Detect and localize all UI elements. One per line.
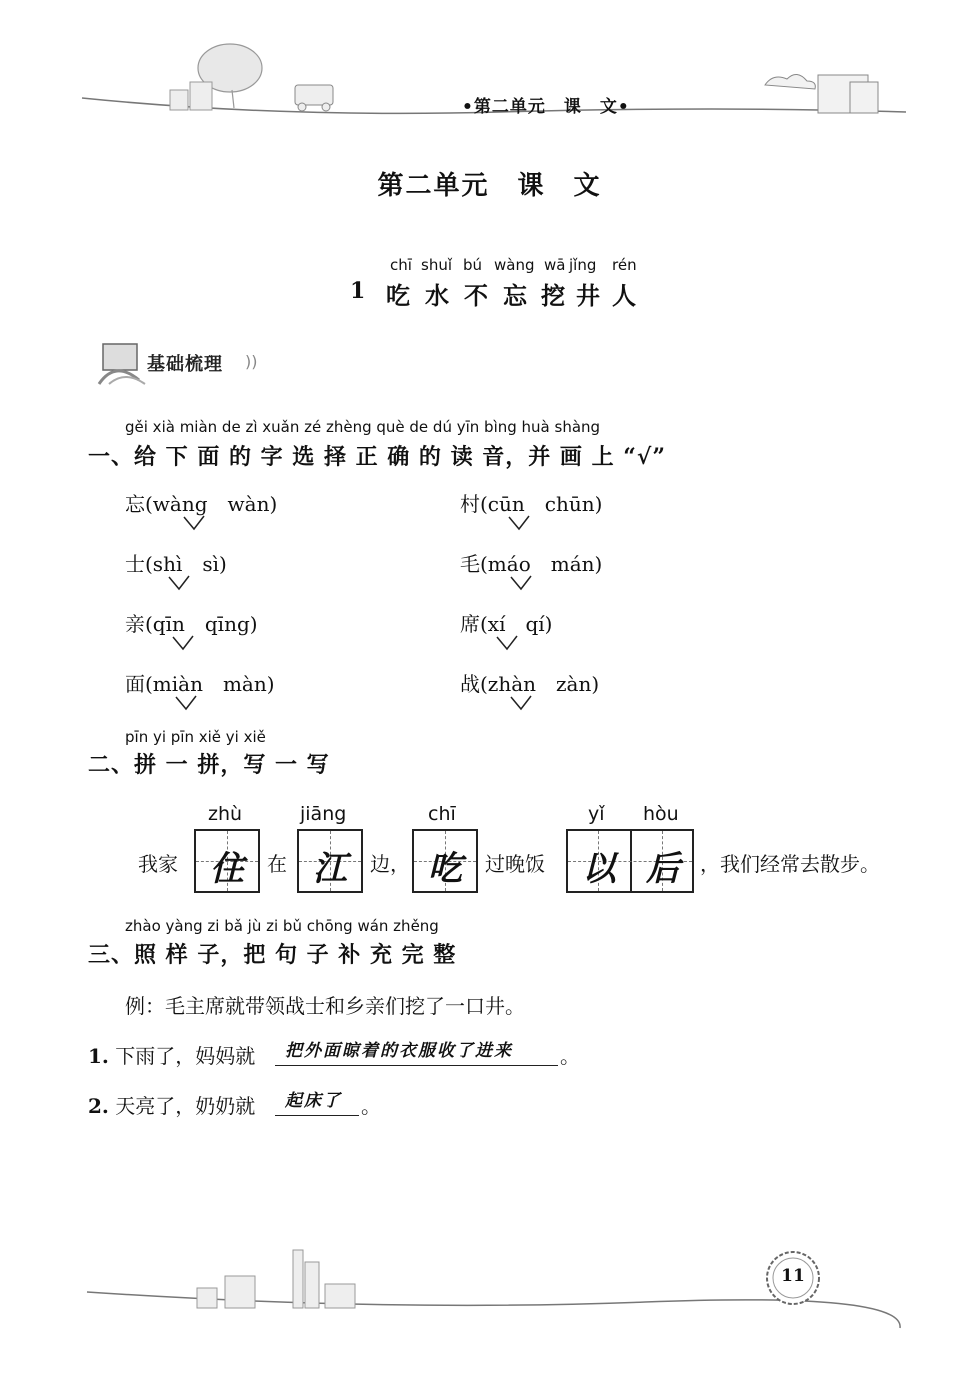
check-mark-icon	[172, 635, 194, 651]
item-cun: 村(cūn chūn)	[460, 492, 603, 516]
item-qin: 亲(qīn qīng)	[125, 612, 258, 636]
lesson-pinyin-3: wàng	[494, 256, 535, 274]
item-wang: 忘(wàng wàn)	[125, 492, 278, 516]
item-shi: 士(shì sì)	[125, 552, 227, 576]
question-text: 天亮了，奶奶就	[115, 1094, 256, 1118]
lesson-pinyin-5: jǐng	[569, 256, 597, 274]
banner-label: 基础梳理	[147, 354, 223, 375]
section-banner	[95, 340, 275, 388]
lesson-char-1: 水	[425, 281, 449, 310]
check-mark-icon	[510, 575, 532, 591]
banner-arcs-icon: ))	[245, 352, 258, 371]
answer-line-2	[275, 1088, 359, 1116]
answer-char: 后	[646, 849, 680, 889]
question-1-end: 。	[560, 1044, 580, 1068]
section3-title: 三、照 样 子，把 句 子 补 充 完 整	[88, 942, 457, 968]
question-text: 下雨了，妈妈就	[115, 1044, 256, 1068]
building-icon	[170, 82, 212, 110]
item-xi: 席(xí qí)	[460, 612, 553, 636]
sentence-part-1: 在	[267, 852, 287, 876]
answer-char: 江	[313, 849, 347, 889]
lesson-number: 1	[350, 278, 366, 304]
item-zhan: 战(zhàn zàn)	[460, 672, 600, 696]
writing-box-chi	[412, 829, 478, 893]
lesson-pinyin-1: shuǐ	[421, 256, 452, 274]
lesson-char-6: 人	[612, 281, 636, 310]
writing-box-zhu	[194, 829, 260, 893]
question-2-end: 。	[361, 1094, 381, 1118]
main-title: 第二单元 课 文	[377, 171, 602, 201]
sentence-part-4: ，我们经常去散步。	[700, 852, 880, 876]
box-pinyin-hou: hòu	[643, 803, 679, 825]
lesson-char-0: 吃	[386, 281, 410, 310]
item-mao: 毛(máo mán)	[460, 552, 603, 576]
answer-line-1	[275, 1038, 558, 1066]
header-title: •第二单元 课 文•	[462, 97, 630, 117]
box-pinyin-zhu: zhù	[208, 803, 243, 825]
answer-char: 住	[210, 849, 244, 889]
writing-box-jiang	[297, 829, 363, 893]
lesson-pinyin-4: wā	[544, 256, 566, 274]
check-mark-icon	[508, 515, 530, 531]
question-number: 1.	[88, 1044, 109, 1068]
lesson-char-5: 井	[576, 281, 600, 310]
section1-pinyin: gěi xià miàn de zì xuǎn zé zhèng què de dú yīn bìng huà shàng	[125, 418, 601, 436]
box-pinyin-chi: chī	[428, 803, 456, 825]
page-number: 11	[781, 1266, 805, 1286]
section1-title: 一、给 下 面 的 字 选 择 正 确 的 读 音，并 画 上 “√”	[88, 444, 666, 470]
sentence-part-2: 边，	[370, 852, 410, 876]
lesson-pinyin-0: chī	[390, 256, 412, 274]
lesson-char-4: 挖	[541, 281, 565, 310]
item-mian: 面(miàn màn)	[125, 672, 275, 696]
lesson-pinyin-6: rén	[612, 256, 637, 274]
box-pinyin-jiang: jiāng	[300, 803, 347, 825]
answer-char: 以	[582, 849, 616, 889]
check-mark-icon	[175, 695, 197, 711]
check-mark-icon	[183, 515, 205, 531]
handwritten-answer: 起床了	[285, 1091, 342, 1111]
check-mark-icon	[496, 635, 518, 651]
lesson-char-3: 忘	[503, 281, 527, 310]
question-2	[88, 1090, 255, 1119]
question-number: 2.	[88, 1094, 109, 1118]
lesson-pinyin-2: bú	[463, 256, 483, 274]
question-1	[88, 1040, 255, 1069]
banner-decoration-icon	[95, 340, 155, 388]
section3-pinyin: zhào yàng zi bǎ jù zi bǔ chōng wán zhěng	[125, 917, 439, 935]
house-icon	[765, 74, 878, 113]
example-sentence: 例：毛主席就带领战士和乡亲们挖了一口井。	[125, 994, 525, 1018]
box-pinyin-yi: yǐ	[588, 803, 605, 825]
answer-char: 吃	[428, 849, 462, 889]
section2-title: 二、拼 一 拼，写 一 写	[88, 752, 330, 778]
lesson-char-2: 不	[464, 281, 488, 310]
car-icon	[295, 85, 333, 111]
writing-box-yihou	[566, 829, 694, 893]
sentence-part-3: 过晚饭	[485, 852, 545, 876]
footer-decoration	[85, 1240, 905, 1335]
check-mark-icon	[510, 695, 532, 711]
section2-pinyin: pīn yi pīn xiě yi xiě	[125, 728, 266, 746]
handwritten-answer: 把外面晾着的衣服收了进来	[285, 1041, 513, 1061]
sentence-part-0: 我家	[138, 852, 178, 876]
check-mark-icon	[168, 575, 190, 591]
